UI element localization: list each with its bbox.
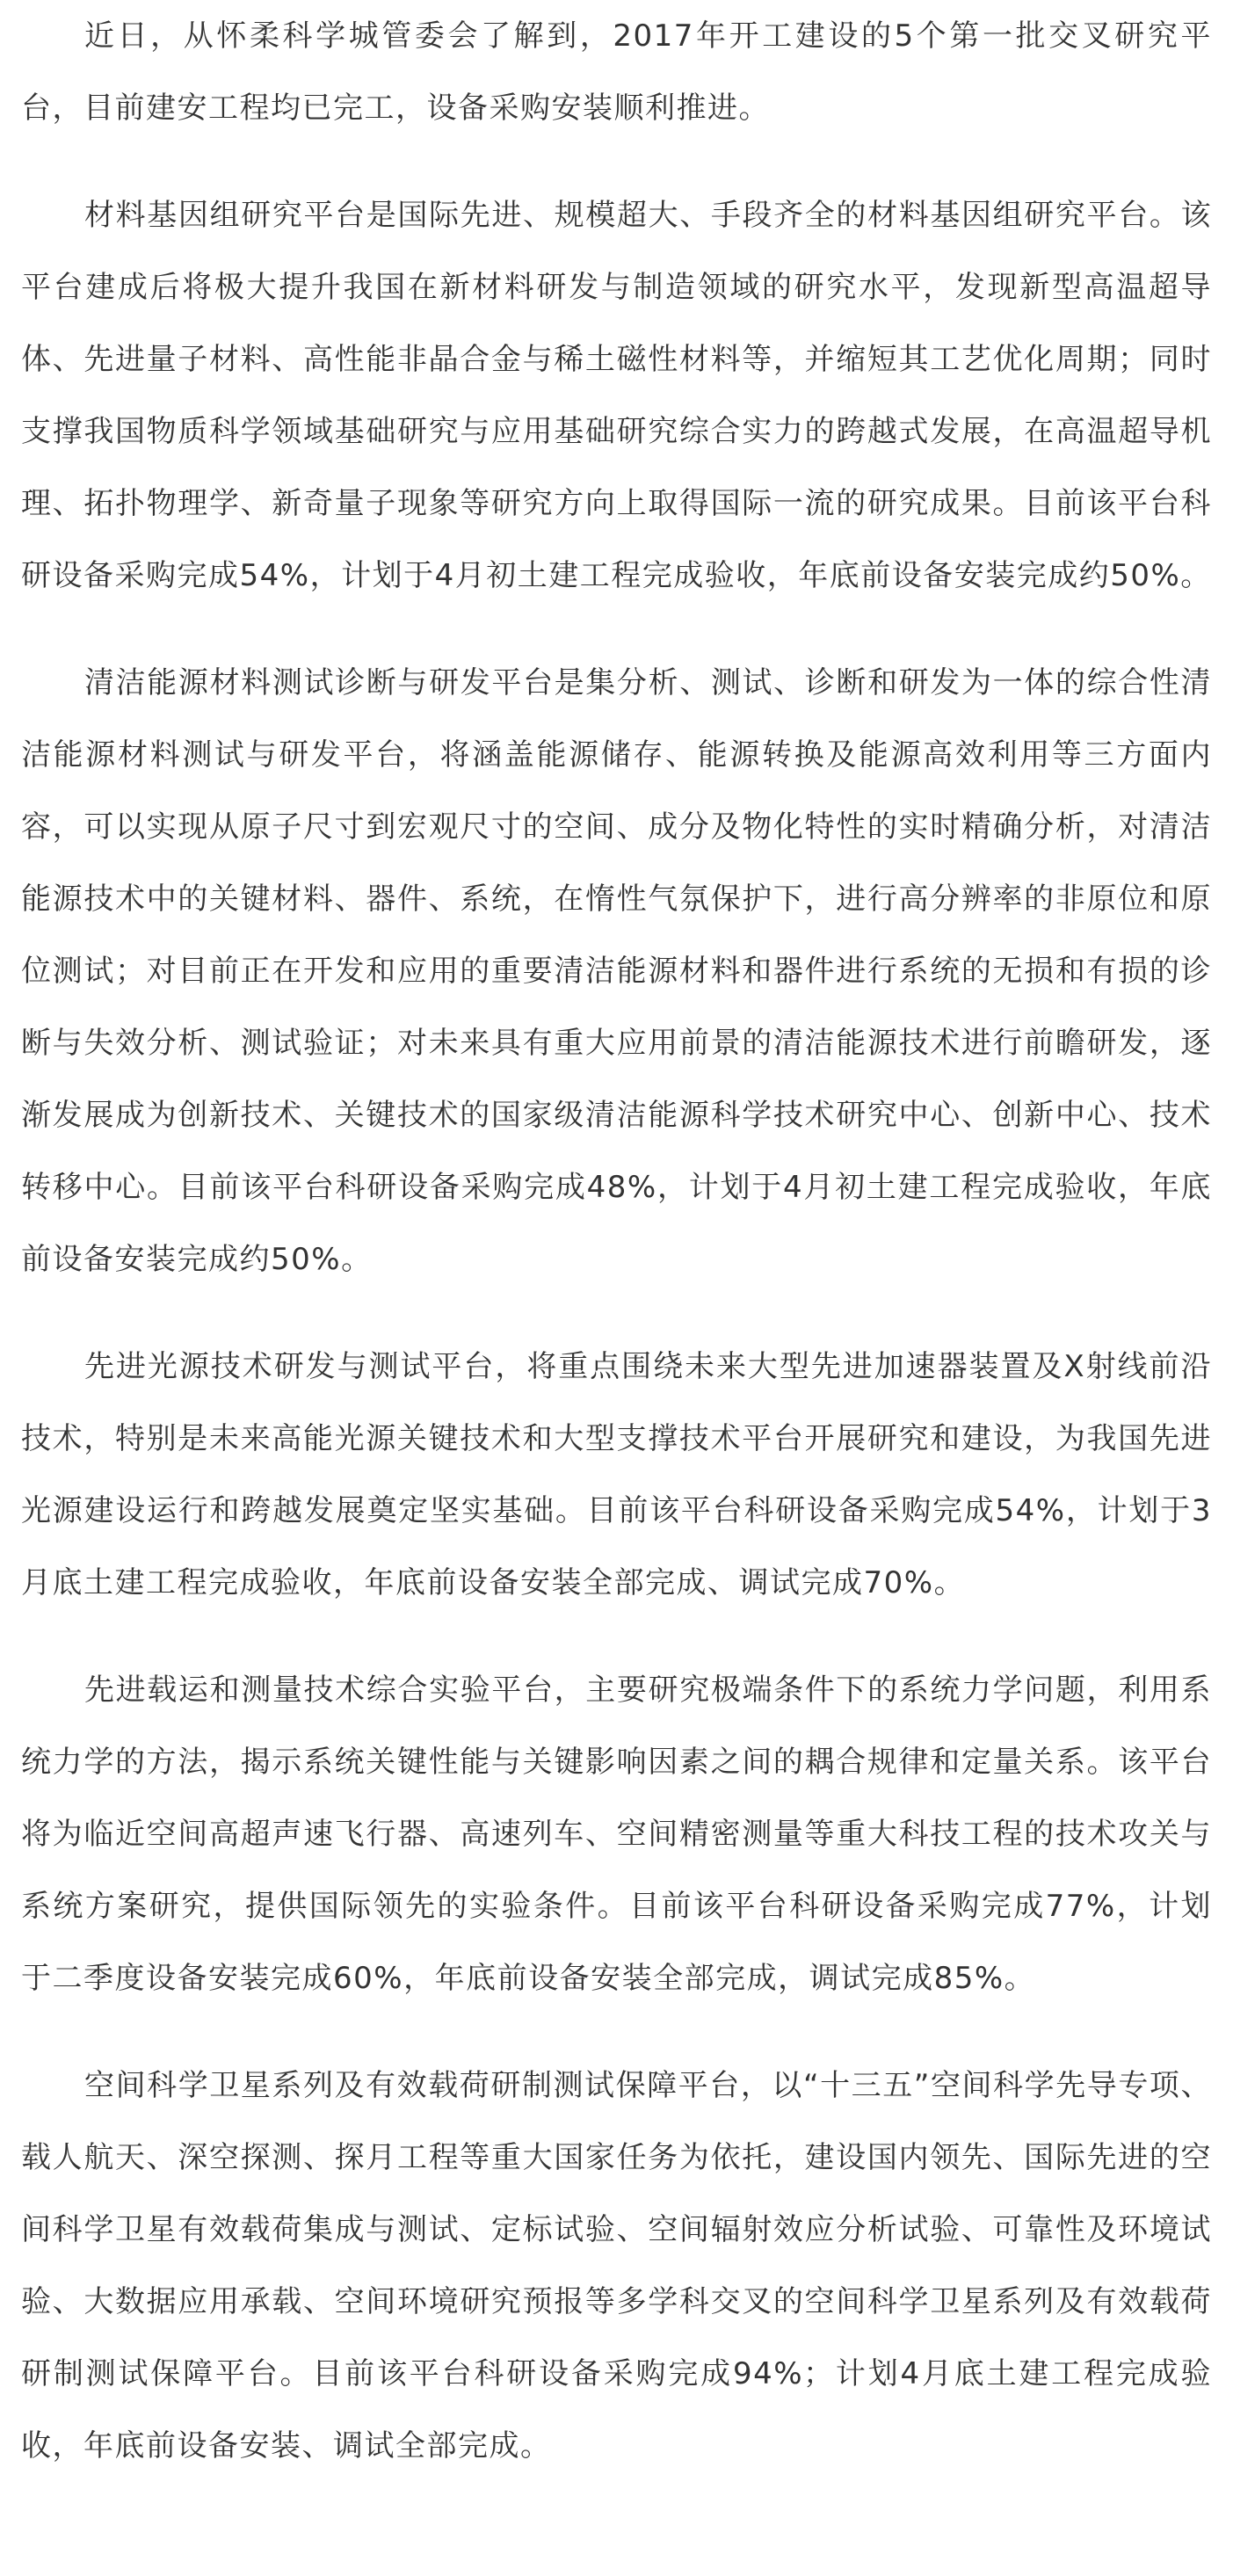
paragraph-transport-measurement-platform: 先进载运和测量技术综合实验平台，主要研究极端条件下的系统力学问题，利用系统力学的方法，揭示系统关键性能与关键影响因素之间的耦合规律和定量关系。该平台将为临近空间高超声速飞行器、高速列车、空间精密测量等重大科技工程的技术攻关与系统方案研究，提供国际领先的实验条件。目前该平台科研设备采购完成77%，计划于二季度设备安装完成60%，年底前设备安装全部完成，调试完成85%。 (21, 1673, 1212, 1996)
article-body (21, 0, 1212, 2517)
paragraph-materials-genome-platform: 材料基因组研究平台是国际先进、规模超大、手段齐全的材料基因组研究平台。该平台建成后将极大提升我国在新材料研发与制造领域的研究水平，发现新型高温超导体、先进量子材料、高性能非晶合金与稀土磁性材料等，并缩短其工艺优化周期；同时支撑我国物质科学领域基础研究与应用基础研究综合实力的跨越式发展，在高温超导机理、拓扑物理学、新奇量子现象等研究方向上取得国际一流的研究成果。目前该平台科研设备采购完成54%，计划于4月初土建工程完成验收，年底前设备安装完成约50%。 (21, 198, 1212, 593)
paragraph-clean-energy-platform: 清洁能源材料测试诊断与研发平台是集分析、测试、诊断和研发为一体的综合性清洁能源材料测试与研发平台，将涵盖能源储存、能源转换及能源高效利用等三方面内容，可以实现从原子尺寸到宏观尺寸的空间、成分及物化特性的实时精确分析，对清洁能源技术中的关键材料、器件、系统，在惰性气氛保护下，进行高分辨率的非原位和原位测试；对目前正在开发和应用的重要清洁能源材料和器件进行系统的无损和有损的诊断与失效分析、测试验证；对未来具有重大应用前景的清洁能源技术进行前瞻研发，逐渐发展成为创新技术、关键技术的国家级清洁能源科学技术研究中心、创新中心、技术转移中心。目前该平台科研设备采购完成48%，计划于4月初土建工程完成验收，年底前设备安装完成约50%。 (21, 665, 1212, 1277)
paragraph-intro: 近日，从怀柔科学城管委会了解到，2017年开工建设的5个第一批交叉研究平台，目前建安工程均已完工，设备采购安装顺利推进。 (21, 18, 1212, 126)
paragraph-space-science-platform: 空间科学卫星系列及有效载荷研制测试保障平台，以“十三五”空间科学先导专项、载人航天、深空探测、探月工程等重大国家任务为依托，建设国内领先、国际先进的空间科学卫星有效载荷集成与测试、定标试验、空间辐射效应分析试验、可靠性及环境试验、大数据应用承载、空间环境研究预报等多学科交叉的空间科学卫星系列及有效载荷研制测试保障平台。目前该平台科研设备采购完成94%；计划4月底土建工程完成验收，年底前设备安装、调试全部完成。 (21, 2068, 1212, 2464)
paragraph-light-source-platform: 先进光源技术研发与测试平台，将重点围绕未来大型先进加速器装置及X射线前沿技术，特别是未来高能光源关键技术和大型支撑技术平台开展研究和建设，为我国先进光源建设运行和跨越发展奠定坚实基础。目前该平台科研设备采购完成54%，计划于3月底土建工程完成验收，年底前设备安装全部完成、调试完成70%。 (21, 1349, 1212, 1600)
